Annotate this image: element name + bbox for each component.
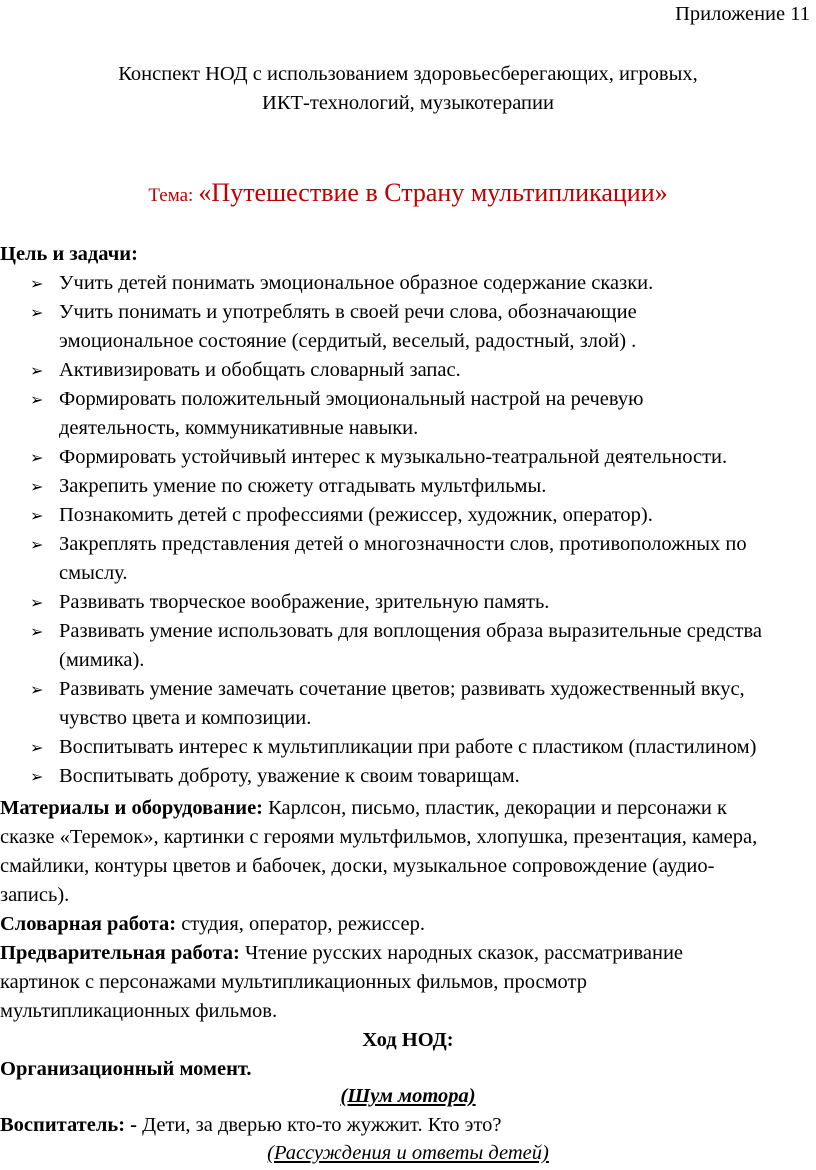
teacher-label: Воспитатель: -: [0, 1114, 137, 1136]
course-heading: Ход НОД:: [362, 1029, 454, 1051]
arrow-bullet-icon: ➢: [30, 303, 44, 322]
goal-item-text: Учить понимать и употреблять в своей речи слова, обозначающие: [59, 301, 637, 323]
goal-item: [0, 501, 816, 530]
teacher-text: Дети, за дверью кто-то жужжит. Кто это?: [136, 1114, 502, 1136]
materials-paragraph: [0, 794, 816, 910]
heading-line-1: Конспект НОД с использованием здоровьесберегающих, игровых,: [118, 63, 698, 85]
goal-item: [0, 762, 816, 791]
arrow-bullet-icon: ➢: [30, 390, 44, 409]
goal-item: [0, 356, 816, 385]
goal-item-text: Закреплять представления детей о многозначности слов, противоположных по: [59, 533, 747, 555]
vocabulary-label: Словарная работа:: [0, 913, 177, 935]
materials-text: сказке «Теремок», картинки с героями мультфильмов, хлопушка, презентация, камера,: [0, 826, 758, 848]
goal-item-text: смыслу.: [59, 562, 128, 584]
teacher-line: [0, 1111, 816, 1140]
goal-item-text: Развивать творческое воображение, зрительную память.: [59, 591, 550, 613]
arrow-bullet-icon: ➢: [30, 274, 44, 293]
arrow-bullet-icon: ➢: [30, 448, 44, 467]
stage-direction-answers: [0, 1139, 816, 1168]
arrow-bullet-icon: ➢: [30, 738, 44, 757]
arrow-bullet-icon: ➢: [30, 680, 44, 699]
goal-item-text: деятельность, коммуникативные навыки.: [59, 417, 419, 439]
preliminary-label: Предварительная работа:: [0, 942, 240, 964]
goal-item: [0, 588, 816, 617]
goal-item-text: чувство цвета и композиции.: [59, 707, 312, 729]
appendix-number: Приложение 11: [675, 3, 810, 25]
topic-label: Тема:: [148, 185, 194, 206]
arrow-bullet-icon: ➢: [30, 506, 44, 525]
arrow-bullet-icon: ➢: [30, 535, 44, 554]
goal-item-text: Воспитывать интерес к мультипликации при работе с пластиком (пластилином): [59, 736, 757, 758]
goal-item: [0, 675, 816, 733]
goal-item: [0, 298, 816, 356]
arrow-bullet-icon: ➢: [30, 767, 44, 786]
goal-item: [0, 385, 816, 443]
goal-item-text: эмоциональное состояние (сердитый, веселый, радостный, злой) .: [59, 330, 637, 352]
materials-text: Карлсон, письмо, пластик, декорации и персонажи к: [263, 797, 727, 819]
preliminary-paragraph: [0, 939, 816, 1026]
goal-item-text: Развивать умение использовать для воплощения образа выразительные средства: [59, 620, 762, 642]
goal-item-text: (мимика).: [59, 649, 145, 671]
vocabulary-paragraph: [0, 910, 816, 939]
goal-item: [0, 443, 816, 472]
stage-direction-motor: [0, 1082, 816, 1111]
goal-item-text: Развивать умение замечать сочетание цветов; развивать художественный вкус,: [59, 678, 745, 700]
goal-item: [0, 617, 816, 675]
goal-item-text: Познакомить детей с профессиями (режиссер, художник, оператор).: [59, 504, 653, 526]
motor-noise-text: (Шум мотора): [340, 1085, 476, 1107]
goals-list: [0, 269, 816, 791]
topic-line: [0, 178, 816, 210]
org-moment-heading: Организационный момент.: [0, 1058, 252, 1080]
materials-text: смайлики, контуры цветов и бабочек, доски, музыкальное сопровождение (аудио-: [0, 855, 715, 877]
arrow-bullet-icon: ➢: [30, 477, 44, 496]
goal-item: [0, 530, 816, 588]
arrow-bullet-icon: ➢: [30, 622, 44, 641]
goal-item-text: Воспитывать доброту, уважение к своим товарищам.: [59, 765, 520, 787]
goals-heading: Цель и задачи:: [0, 243, 138, 265]
goal-item-text: Формировать положительный эмоциональный настрой на речевую: [59, 388, 644, 410]
preliminary-text: мультипликационных фильмов.: [0, 1000, 278, 1022]
arrow-bullet-icon: ➢: [30, 361, 44, 380]
materials-text: запись).: [0, 884, 70, 906]
goal-item: [0, 472, 816, 501]
goal-item: [0, 269, 816, 298]
goal-item-text: Учить детей понимать эмоциональное образное содержание сказки.: [59, 272, 654, 294]
arrow-bullet-icon: ➢: [30, 593, 44, 612]
goal-item-text: Активизировать и обобщать словарный запас.: [59, 359, 461, 381]
goal-item-text: Формировать устойчивый интерес к музыкально-театральной деятельности.: [59, 446, 728, 468]
materials-label: Материалы и оборудование:: [0, 797, 263, 819]
topic-title: «Путешествие в Страну мультипликации»: [198, 178, 668, 207]
goal-item-text: Закрепить умение по сюжету отгадывать мультфильмы.: [59, 475, 547, 497]
goal-item: [0, 733, 816, 762]
preliminary-text: Чтение русских народных сказок, рассматривание: [239, 942, 684, 964]
vocabulary-text: студия, оператор, режиссер.: [176, 913, 425, 935]
children-answers-text: (Рассуждения и ответы детей): [267, 1142, 549, 1164]
preliminary-text: картинок с персонажами мультипликационных фильмов, просмотр: [0, 971, 587, 993]
heading-line-2: ИКТ-технологий, музыкотерапии: [262, 92, 554, 114]
